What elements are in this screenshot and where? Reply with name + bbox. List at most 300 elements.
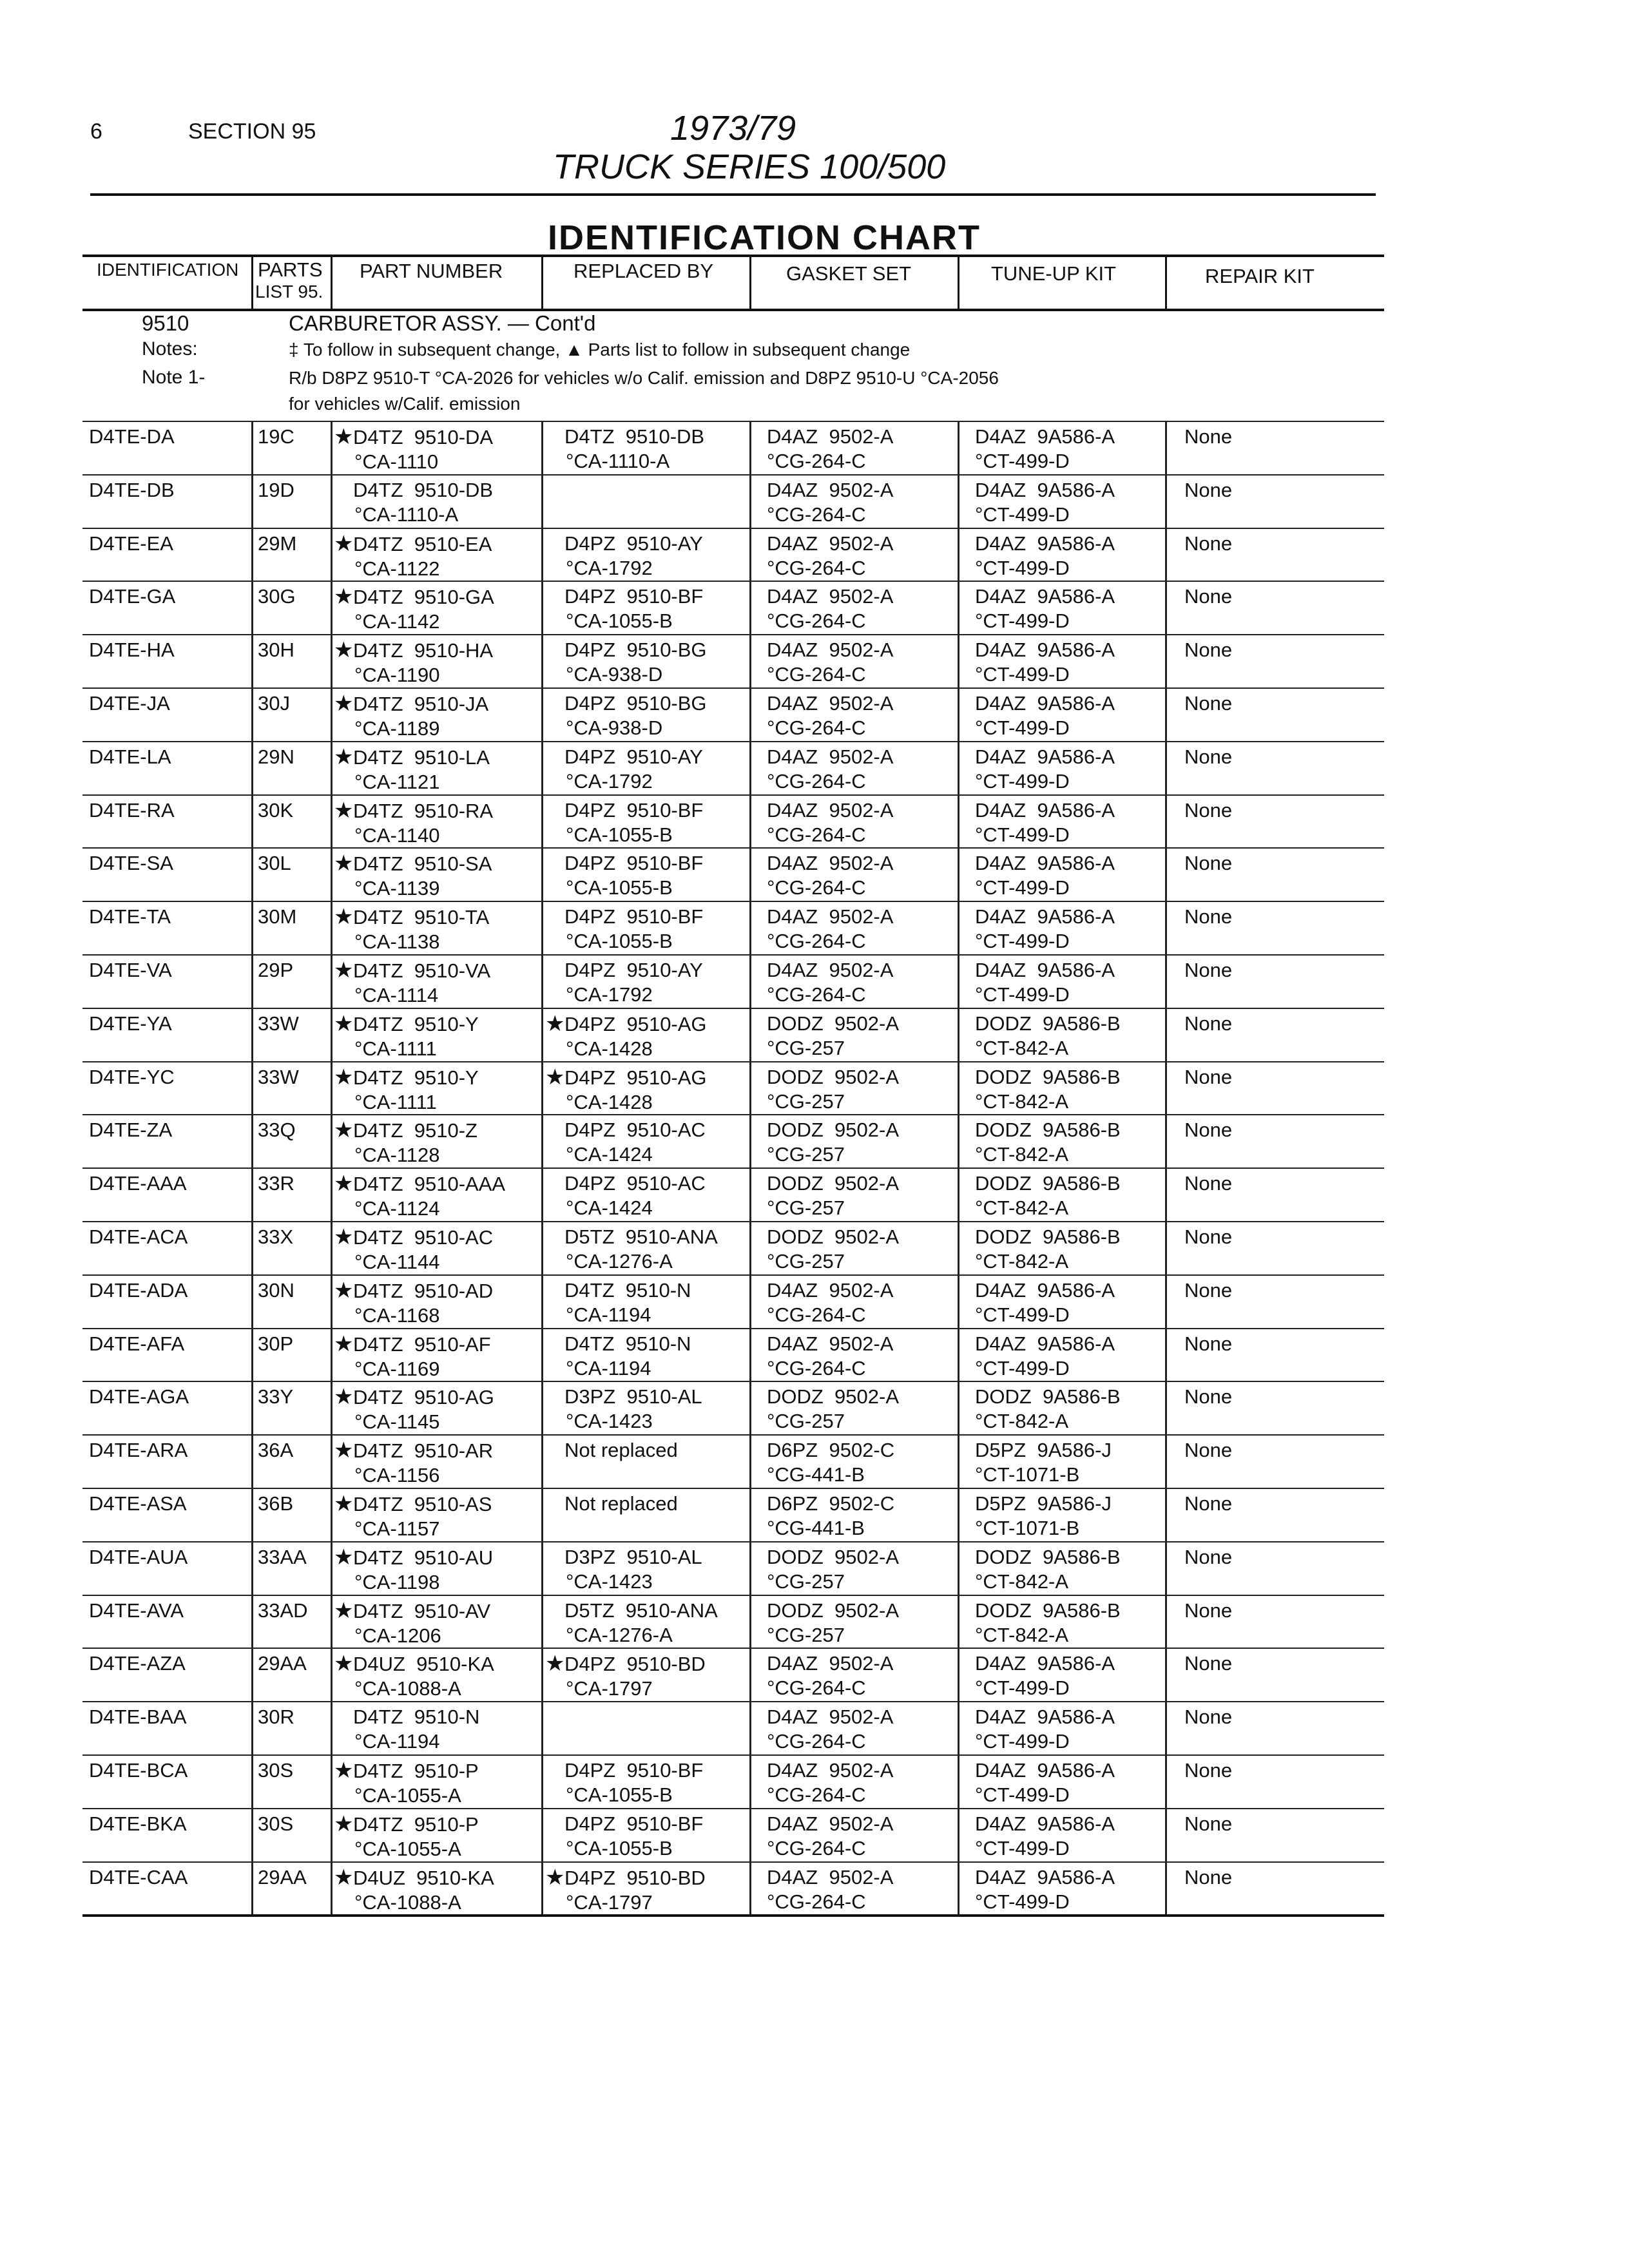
star-icon: ★ [334, 584, 354, 610]
cell-parts-list-value: 33W [258, 1065, 299, 1088]
cell-part-number-value: D4TZ 9510-AS [353, 1492, 492, 1515]
cell-part-number-code: °CA-1111 [354, 1037, 437, 1060]
cell-part-number-value: D4TZ 9510-P [353, 1812, 479, 1836]
cell-parts-list-value: 30G [258, 585, 296, 608]
cell-gasket-set-code: °CG-264-C [767, 450, 866, 472]
cell-part-number-code: °CA-1144 [354, 1250, 440, 1273]
col-identification: IDENTIFICATION [97, 260, 239, 280]
cell-gasket-set-code: °CG-264-C [767, 930, 866, 953]
cell-tune-up-kit-value: D4AZ 9A586-A [975, 639, 1115, 662]
star-icon: ★ [334, 1491, 354, 1516]
star-icon: ★ [334, 1278, 354, 1303]
cell-repair-kit [1184, 1438, 1232, 1463]
col-repair-kit: REPAIR KIT [1205, 265, 1315, 287]
header-rule [90, 193, 1376, 196]
cell-parts-list [258, 1545, 307, 1570]
cell-parts-list [258, 1065, 299, 1090]
cell-part-number [334, 1225, 493, 1274]
table-row [82, 1381, 1384, 1434]
table-row [82, 1328, 1384, 1381]
cell-tune-up-kit-value: D4AZ 9A586-A [975, 958, 1115, 981]
star-icon: ★ [334, 1758, 354, 1783]
cell-gasket-set-code: °CG-257 [767, 1090, 845, 1113]
cell-part-number-value: D4TZ 9510-DA [353, 426, 494, 448]
cell-repair-kit [1184, 1545, 1232, 1570]
cell-parts-list-value: 36A [258, 1439, 294, 1462]
cell-tune-up-kit-code: °CT-842-A [975, 1570, 1069, 1593]
cell-tune-up-kit [975, 1492, 1112, 1541]
cell-gasket-set [767, 905, 893, 954]
cell-replaced-by-value: D4PZ 9510-BD [564, 1866, 706, 1889]
cell-replaced-by [545, 958, 703, 1007]
cell-part-number-code: °CA-1169 [354, 1357, 440, 1380]
cell-part-number-value: D4TZ 9510-AD [353, 1279, 494, 1302]
cell-tune-up-kit-value: D4AZ 9A586-A [975, 1332, 1115, 1355]
cell-part-number [334, 425, 493, 474]
cell-gasket-set [767, 1385, 899, 1434]
cell-repair-kit [1184, 478, 1232, 503]
cell-identification [89, 851, 173, 876]
cell-identification [89, 1278, 188, 1303]
cell-tune-up-kit-value: DODZ 9A586-B [975, 1599, 1121, 1622]
cell-identification [89, 1012, 172, 1036]
cell-gasket-set-code: °CG-264-C [767, 716, 866, 739]
cell-parts-list [258, 532, 296, 556]
cell-repair-kit-value: None [1184, 1119, 1233, 1142]
cell-part-number-code: °CA-1121 [354, 770, 440, 793]
cell-replaced-by-code: °CA-1424 [566, 1196, 653, 1220]
cell-tune-up-kit [975, 798, 1115, 847]
cell-identification [89, 1812, 187, 1836]
cell-gasket-set-value: D4AZ 9502-A [767, 1332, 894, 1355]
star-icon: ★ [334, 1064, 354, 1090]
table-row [82, 901, 1384, 954]
cell-tune-up-kit [975, 1385, 1121, 1434]
cell-repair-kit-value: None [1184, 1332, 1233, 1355]
cell-repair-kit [1184, 851, 1232, 876]
cell-identification-value: D4TE-AUA [89, 1545, 188, 1568]
cell-parts-list-value: 30J [258, 691, 290, 715]
cell-part-number-code: °CA-1157 [354, 1517, 440, 1540]
cell-repair-kit-value: None [1184, 478, 1233, 501]
cell-replaced-by [545, 478, 566, 503]
cell-parts-list-value: 33Y [258, 1385, 294, 1408]
cell-gasket-set-code: °CG-441-B [767, 1516, 865, 1539]
cell-replaced-by-value: D4PZ 9510-BG [564, 691, 707, 715]
cell-replaced-by-value: D4PZ 9510-AG [564, 1012, 707, 1035]
cell-replaced-by-code: °CA-1194 [566, 1356, 651, 1379]
cell-parts-list [258, 1705, 294, 1729]
cell-repair-kit [1184, 1705, 1232, 1729]
cell-tune-up-kit-value: DODZ 9A586-B [975, 1172, 1121, 1195]
cell-part-number-value: D4TZ 9510-AU [353, 1546, 494, 1569]
cell-tune-up-kit-code: °CT-1071-B [975, 1516, 1080, 1539]
cell-repair-kit [1184, 1812, 1232, 1836]
group-code: 9510 [142, 311, 189, 335]
cell-tune-up-kit-code: °CT-499-D [975, 1836, 1070, 1860]
cell-tune-up-kit-code: °CT-842-A [975, 1143, 1069, 1166]
cell-parts-list [258, 1225, 293, 1249]
cell-part-number-value: D4UZ 9510-KA [353, 1866, 494, 1889]
cell-repair-kit-value: None [1184, 1812, 1233, 1835]
cell-gasket-set [767, 1118, 899, 1167]
cell-gasket-set-code: °CG-264-C [767, 663, 866, 686]
cell-repair-kit [1184, 1599, 1232, 1623]
cell-gasket-set-code: °CG-264-C [767, 876, 866, 899]
cell-replaced-by-code: °CA-1194 [566, 1303, 651, 1326]
section-label: SECTION 95 [188, 119, 316, 144]
cell-part-number-code: °CA-1189 [354, 716, 440, 740]
table-row [82, 1488, 1384, 1541]
identification-table [82, 255, 1384, 1917]
cell-repair-kit [1184, 1225, 1232, 1249]
cell-repair-kit-value: None [1184, 1172, 1233, 1195]
cell-part-number-code: °CA-1111 [354, 1090, 437, 1113]
cell-replaced-by-value: D4PZ 9510-BG [564, 639, 707, 662]
star-icon: ★ [334, 1811, 354, 1836]
cell-repair-kit [1184, 1278, 1232, 1303]
cell-gasket-set-value: D4AZ 9502-A [767, 852, 894, 875]
star-icon: ★ [545, 1011, 565, 1036]
cell-tune-up-kit-code: °CT-499-D [975, 716, 1070, 739]
cell-gasket-set-code: °CG-264-C [767, 823, 866, 846]
cell-identification-value: D4TE-ASA [89, 1492, 187, 1515]
col-parts-list-2: LIST 95. [255, 282, 323, 302]
star-icon: ★ [334, 905, 354, 930]
cell-part-number-code: °CA-1206 [354, 1624, 441, 1647]
cell-gasket-set-code: °CG-264-C [767, 1730, 866, 1753]
cell-parts-list-value: 33X [258, 1225, 294, 1248]
cell-replaced-by-value: D4PZ 9510-BF [564, 1758, 704, 1782]
cell-gasket-set-value: DODZ 9502-A [767, 1119, 900, 1142]
cell-identification [89, 478, 175, 503]
cell-replaced-by [545, 1118, 706, 1167]
star-icon: ★ [334, 957, 354, 983]
cell-replaced-by-value: D4PZ 9510-AC [564, 1119, 706, 1142]
cell-tune-up-kit-code: °CT-499-D [975, 769, 1070, 793]
cell-tune-up-kit-code: °CT-499-D [975, 450, 1070, 472]
table-body [82, 421, 1384, 1917]
cell-parts-list [258, 584, 296, 609]
cell-gasket-set [767, 1758, 893, 1807]
cell-tune-up-kit [975, 1225, 1121, 1274]
table-row [82, 687, 1384, 741]
cell-part-number-code: °CA-1168 [354, 1303, 440, 1327]
cell-gasket-set-code: °CG-264-C [767, 1783, 866, 1806]
cell-parts-list-value: 30L [258, 852, 291, 875]
cell-parts-list-value: 30K [258, 798, 294, 822]
cell-gasket-set [767, 1278, 893, 1327]
cell-parts-list-value: 29AA [258, 1652, 307, 1675]
cell-identification-value: D4TE-RA [89, 798, 175, 822]
cell-tune-up-kit-value: D4AZ 9A586-A [975, 905, 1115, 928]
cell-tune-up-kit-value: D4AZ 9A586-A [975, 425, 1115, 448]
cell-tune-up-kit [975, 851, 1115, 900]
cell-identification-value: D4TE-EA [89, 532, 173, 555]
cell-repair-kit [1184, 905, 1232, 929]
cell-replaced-by-value: D4PZ 9510-AG [564, 1066, 707, 1089]
cell-tune-up-kit-value: DODZ 9A586-B [975, 1012, 1121, 1035]
cell-identification [89, 1225, 188, 1249]
note1-label: Note 1- [142, 367, 206, 388]
cell-parts-list [258, 1332, 293, 1356]
cell-tune-up-kit-code: °CT-499-D [975, 1677, 1070, 1700]
cell-tune-up-kit-code: °CT-499-D [975, 1783, 1070, 1806]
cell-gasket-set-value: D4AZ 9502-A [767, 585, 894, 608]
cell-identification-value: D4TE-AGA [89, 1385, 189, 1408]
cell-gasket-set-value: D4AZ 9502-A [767, 905, 894, 928]
cell-identification [89, 905, 171, 929]
cell-gasket-set [767, 1599, 899, 1648]
cell-gasket-set [767, 1651, 893, 1700]
cell-gasket-set-value: DODZ 9502-A [767, 1599, 900, 1622]
cell-gasket-set-code: °CG-264-C [767, 1356, 866, 1379]
cell-part-number-value: D4UZ 9510-KA [353, 1653, 494, 1676]
cell-gasket-set [767, 1492, 894, 1541]
cell-parts-list-value: 30N [258, 1278, 294, 1302]
cell-part-number [334, 1012, 479, 1061]
cell-gasket-set [767, 1865, 893, 1914]
cell-replaced-by [545, 532, 703, 581]
cell-part-number-value: D4TZ 9510-AAA [353, 1173, 506, 1196]
table-row [82, 581, 1384, 634]
cell-gasket-set [767, 1438, 894, 1487]
cell-replaced-by-code: °CA-1110-A [566, 450, 670, 472]
cell-gasket-set-value: D4AZ 9502-A [767, 691, 894, 715]
cell-tune-up-kit-value: DODZ 9A586-B [975, 1385, 1121, 1408]
cell-identification-value: D4TE-LA [89, 745, 171, 768]
cell-repair-kit-value: None [1184, 1706, 1233, 1729]
cell-tune-up-kit [975, 1118, 1121, 1167]
cell-identification-value: D4TE-BKA [89, 1812, 187, 1835]
cell-repair-kit-value: None [1184, 1865, 1233, 1888]
star-icon: ★ [334, 851, 354, 876]
cell-replaced-by-code: °CA-1055-B [566, 1836, 673, 1860]
cell-identification-value: D4TE-DB [89, 478, 175, 501]
star-icon: ★ [545, 1865, 565, 1890]
cell-tune-up-kit-code: °CT-842-A [975, 1090, 1069, 1113]
cell-part-number-code: °CA-1190 [354, 664, 440, 687]
cell-repair-kit-value: None [1184, 745, 1233, 768]
table-row [82, 1221, 1384, 1274]
cell-repair-kit-value: None [1184, 1439, 1233, 1462]
col-replaced-by: REPLACED BY [574, 260, 714, 282]
cell-replaced-by [545, 1758, 703, 1807]
cell-replaced-by-code: °CA-1797 [566, 1890, 653, 1914]
table-row [82, 474, 1384, 528]
cell-tune-up-kit [975, 1651, 1115, 1700]
cell-replaced-by-code: °CA-1424 [566, 1143, 653, 1166]
star-icon: ★ [334, 691, 354, 716]
cell-replaced-by-value: Not replaced [564, 1492, 678, 1515]
cell-replaced-by-value: D4PZ 9510-BF [564, 585, 704, 608]
cell-replaced-by [545, 425, 704, 474]
cell-parts-list [258, 851, 291, 876]
cell-identification [89, 638, 175, 662]
cell-repair-kit [1184, 1651, 1232, 1676]
cell-tune-up-kit-value: D4AZ 9A586-A [975, 745, 1115, 768]
cell-part-number-code: °CA-1114 [354, 983, 439, 1006]
cell-gasket-set-value: D4AZ 9502-A [767, 532, 894, 555]
cell-replaced-by-value: D5TZ 9510-ANA [564, 1599, 718, 1622]
cell-part-number-code: °CA-1055-A [354, 1783, 461, 1807]
cell-gasket-set-value: D4AZ 9502-A [767, 958, 894, 981]
cell-repair-kit-value: None [1184, 1225, 1233, 1248]
cell-tune-up-kit-code: °CT-499-D [975, 876, 1070, 899]
star-icon: ★ [334, 1598, 354, 1623]
cell-tune-up-kit [975, 1332, 1115, 1381]
cell-replaced-by-code: °CA-1276-A [566, 1623, 673, 1646]
cell-identification-value: D4TE-AZA [89, 1652, 186, 1675]
cell-repair-kit-value: None [1184, 1652, 1233, 1675]
cell-parts-list-value: 30S [258, 1758, 294, 1782]
cell-gasket-set-code: °CG-264-C [767, 769, 866, 793]
cell-tune-up-kit-code: °CT-499-D [975, 1890, 1070, 1913]
cell-gasket-set-value: DODZ 9502-A [767, 1065, 900, 1088]
cell-replaced-by [545, 1705, 566, 1729]
cell-repair-kit [1184, 691, 1232, 716]
cell-parts-list-value: 33Q [258, 1119, 296, 1142]
cell-part-number [334, 851, 492, 901]
cell-tune-up-kit [975, 1812, 1115, 1861]
table-row [82, 847, 1384, 901]
cell-identification [89, 1651, 186, 1676]
cell-part-number-code: °CA-1140 [354, 823, 440, 847]
table-row [82, 1808, 1384, 1861]
cell-part-number-value: D4TZ 9510-VA [353, 959, 491, 982]
cell-tune-up-kit-value: D4AZ 9A586-A [975, 1652, 1115, 1675]
cell-gasket-set-value: D4AZ 9502-A [767, 639, 894, 662]
cell-gasket-set [767, 425, 893, 474]
cell-replaced-by-value: D4PZ 9510-BF [564, 1812, 704, 1835]
table-header [82, 255, 1384, 311]
cell-parts-list [258, 1758, 293, 1783]
cell-gasket-set [767, 1545, 899, 1594]
cell-gasket-set-code: °CG-257 [767, 1570, 845, 1593]
cell-identification [89, 1118, 172, 1142]
cell-replaced-by [545, 1171, 706, 1220]
cell-identification-value: D4TE-AFA [89, 1332, 185, 1355]
table-row [82, 954, 1384, 1008]
cell-replaced-by [545, 745, 703, 794]
cell-tune-up-kit-value: D4AZ 9A586-A [975, 478, 1115, 501]
cell-repair-kit [1184, 745, 1232, 769]
cell-gasket-set-value: D4AZ 9502-A [767, 1865, 894, 1888]
cell-tune-up-kit-value: D4AZ 9A586-A [975, 532, 1115, 555]
table-row [82, 1754, 1384, 1808]
cell-replaced-by-code: °CA-938-D [566, 663, 663, 686]
cell-repair-kit-value: None [1184, 958, 1233, 981]
cell-replaced-by [545, 905, 703, 954]
cell-gasket-set-value: D4AZ 9502-A [767, 1812, 894, 1835]
cell-part-number [334, 1278, 493, 1328]
star-icon: ★ [334, 1865, 354, 1890]
cell-gasket-set [767, 745, 893, 794]
cell-tune-up-kit [975, 584, 1115, 633]
cell-part-number-code: °CA-1139 [354, 877, 440, 900]
cell-part-number-value: D4TZ 9510-LA [353, 745, 490, 769]
cell-repair-kit [1184, 958, 1232, 983]
cell-repair-kit-value: None [1184, 1385, 1233, 1408]
cell-part-number-value: D4TZ 9510-P [353, 1759, 479, 1782]
cell-gasket-set-code: °CG-257 [767, 1143, 845, 1166]
cell-part-number-code: °CA-1124 [354, 1197, 440, 1220]
cell-gasket-set-code: °CG-264-C [767, 1890, 866, 1913]
notes-label: Notes: [142, 338, 198, 360]
cell-parts-list-value: 29AA [258, 1865, 307, 1888]
cell-replaced-by-code: °CA-1797 [566, 1677, 653, 1700]
cell-tune-up-kit [975, 905, 1115, 954]
cell-identification [89, 425, 175, 449]
star-icon: ★ [334, 744, 354, 769]
cell-repair-kit [1184, 1385, 1232, 1409]
cell-repair-kit-value: None [1184, 798, 1233, 822]
cell-part-number-code: °CA-1110-A [354, 503, 459, 526]
cell-identification [89, 584, 175, 609]
cell-tune-up-kit [975, 745, 1115, 794]
star-icon: ★ [334, 638, 354, 663]
cell-replaced-by-code: °CA-1423 [566, 1570, 653, 1593]
cell-identification-value: D4TE-HA [89, 639, 175, 662]
cell-tune-up-kit-code: °CT-499-D [975, 1356, 1070, 1379]
table-row [82, 528, 1384, 581]
cell-part-number-value: D4TZ 9510-TA [353, 906, 490, 929]
cell-part-number-value: D4TZ 9510-N [353, 1706, 480, 1729]
star-icon: ★ [334, 1651, 354, 1677]
cell-replaced-by-value: D4PZ 9510-AY [564, 532, 703, 555]
cell-part-number [334, 1758, 479, 1808]
col-tune-up-kit: TUNE-UP KIT [991, 262, 1117, 285]
table-row [82, 1648, 1384, 1701]
cell-gasket-set [767, 584, 893, 633]
cell-gasket-set [767, 851, 893, 900]
cell-part-number [334, 478, 493, 527]
cell-replaced-by-value: D4PZ 9510-AY [564, 745, 703, 768]
cell-identification-value: D4TE-GA [89, 585, 176, 608]
cell-gasket-set [767, 532, 893, 581]
cell-part-number-value: D4TZ 9510-JA [353, 692, 489, 715]
cell-part-number [334, 1492, 492, 1541]
cell-repair-kit [1184, 1118, 1232, 1142]
table-row [82, 1595, 1384, 1648]
cell-replaced-by [545, 1438, 678, 1463]
cell-tune-up-kit-code: °CT-842-A [975, 1036, 1069, 1059]
cell-tune-up-kit [975, 1438, 1112, 1487]
cell-identification [89, 1171, 187, 1196]
cell-replaced-by-code: °CA-1055-B [566, 823, 673, 846]
cell-parts-list-value: 29P [258, 958, 294, 981]
table-row [82, 1274, 1384, 1328]
cell-repair-kit-value: None [1184, 1492, 1233, 1515]
cell-tune-up-kit-value: D4AZ 9A586-A [975, 1865, 1115, 1888]
cell-repair-kit [1184, 425, 1232, 449]
cell-part-number-code: °CA-1138 [354, 930, 440, 954]
cell-tune-up-kit [975, 478, 1115, 527]
cell-part-number-value: D4TZ 9510-Y [353, 1012, 479, 1035]
cell-replaced-by-code: °CA-1055-B [566, 930, 673, 953]
cell-identification [89, 1065, 175, 1090]
star-icon: ★ [545, 1651, 565, 1677]
cell-identification [89, 745, 171, 769]
cell-part-number [334, 1651, 494, 1701]
star-icon: ★ [334, 531, 354, 556]
cell-tune-up-kit-code: °CT-499-D [975, 663, 1070, 686]
cell-part-number [334, 905, 489, 954]
cell-replaced-by-value: D4PZ 9510-AY [564, 958, 703, 981]
cell-tune-up-kit-value: D4AZ 9A586-A [975, 1812, 1115, 1835]
cell-gasket-set-code: °CG-257 [767, 1196, 845, 1220]
cell-tune-up-kit-code: °CT-499-D [975, 503, 1070, 526]
